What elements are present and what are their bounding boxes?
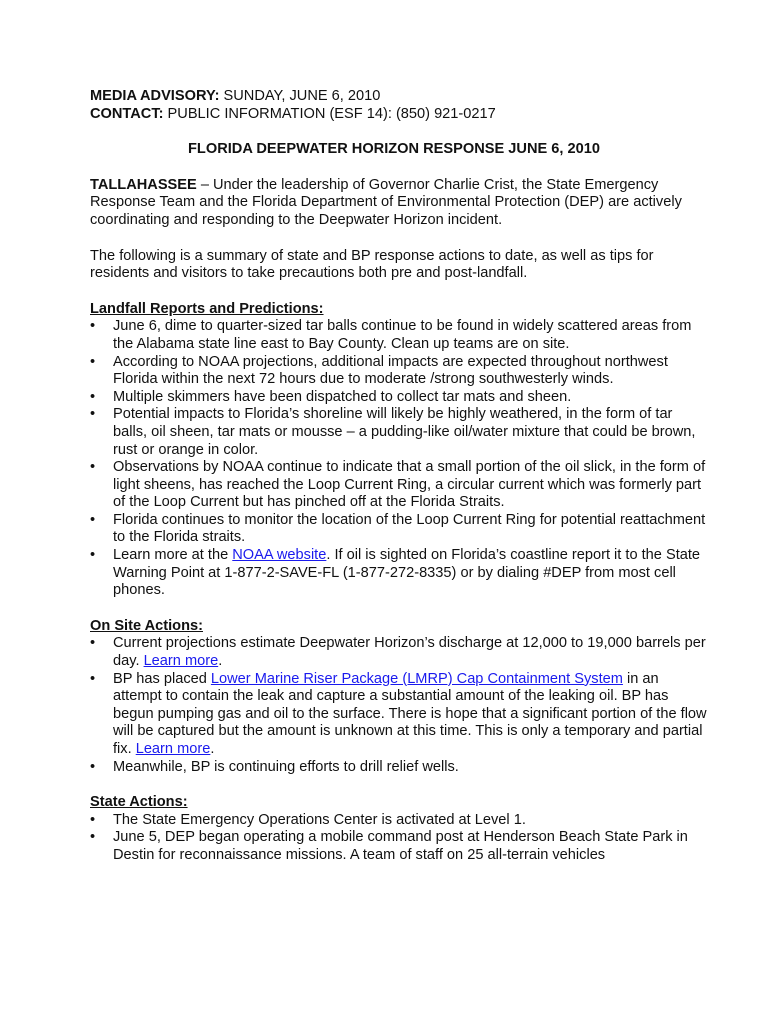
learn-more-link[interactable]: Learn more — [143, 653, 219, 670]
noaa-website-link[interactable]: NOAA website — [232, 547, 327, 564]
page-title-text: FLORIDA DEEPWATER HORIZON RESPONSE JUNE 6, 2010 — [188, 141, 600, 158]
list-item: • The State Emergency Operations Center is activated at Level 1. — [90, 812, 708, 830]
list-item: • Observations by NOAA continue to indicate that a small portion of the oil slick, in the form of light sheens, has reached the Loop Current Ring, a circular current which was formerly part of the Loop Current but has pinched off at the Florida Straits. — [90, 459, 708, 512]
list-item: • Potential impacts to Florida’s shoreline will likely be highly weathered, in the form of tar balls, oil sheen, tar mats or mousse – a pudding-like oil/water mixture that could be brown, rust or orange in color. — [90, 406, 708, 459]
list-item — [90, 671, 708, 759]
landfall-heading: Landfall Reports and Predictions: — [90, 300, 324, 317]
onsite-list — [90, 635, 708, 776]
contact-label: CONTACT: — [90, 105, 164, 122]
state-heading: State Actions: — [90, 794, 188, 811]
list-item: • June 5, DEP began operating a mobile command post at Henderson Beach State Park in Destin for reconnaissance missions. A team of staff on 25 all-terrain vehicles — [90, 829, 708, 864]
list-item: • According to NOAA projections, additional impacts are expected throughout northwest Florida within the next 72 hours due to moderate /strong southwesterly winds. — [90, 354, 708, 389]
list-item: • Multiple skimmers have been dispatched to collect tar mats and sheen. — [90, 389, 708, 407]
contact-line — [90, 106, 708, 124]
spacer — [90, 283, 708, 301]
list-item-text: Learn more at the — [113, 547, 233, 564]
list-item-text: . — [218, 653, 223, 670]
contact-info: PUBLIC INFORMATION (ESF 14): (850) 921-0217 — [163, 105, 496, 122]
dateline: TALLAHASSEE — [90, 176, 197, 193]
list-item-text: . — [210, 741, 215, 757]
state-list — [90, 812, 708, 865]
list-item-text: in an attempt to contain the leak and capture a substantial amount of the leaking oil. BP has begun pumping gas and oil to the surface. There is hope that a significant portion of the flow will be captured but the amount is unknown at this time. This is only a temporary and partial fix. — [113, 670, 707, 757]
list-item-text: Current projections estimate Deepwater Horizon’s discharge at 12,000 to 19,000 barrels per day. — [113, 635, 706, 670]
advisory-line — [90, 88, 708, 106]
onsite-heading: On Site Actions: — [90, 617, 203, 634]
page-title — [80, 141, 708, 159]
intro-paragraph — [90, 177, 708, 230]
list-item — [90, 635, 708, 670]
list-item: • Florida continues to monitor the location of the Loop Current Ring for potential reattachment to the Florida straits. — [90, 512, 708, 547]
summary-paragraph: The following is a summary of state and BP response actions to date, as well as tips for residents and visitors to take precautions both pre and post-landfall. — [90, 247, 654, 282]
landfall-list — [90, 318, 708, 600]
list-item-text: BP has placed — [113, 670, 211, 687]
intro-text: – Under the leadership of Governor Charlie Crist, the State Emergency Response Team and the Florida Department of Environmental Protection (DEP) are actively coordinating and responding to the Deepwater Horizon incident. — [90, 176, 682, 228]
spacer — [90, 123, 708, 141]
list-item: • Meanwhile, BP is continuing efforts to drill relief wells. — [90, 759, 708, 777]
list-item-text: . If oil is sighted on Florida’s coastline report it to the State Warning Point at 1-877-2-SAVE-FL (1-877-272-8335) or by dialing #DEP from most cell phones. — [113, 547, 701, 599]
spacer — [90, 159, 708, 177]
spacer — [90, 600, 708, 618]
list-item: • June 6, dime to quarter-sized tar balls continue to be found in widely scattered areas from the Alabama state line east to Bay County. Clean up teams are on site. — [90, 318, 708, 353]
advisory-label: MEDIA ADVISORY: — [90, 88, 220, 104]
learn-more-link[interactable]: Learn more — [135, 741, 211, 757]
advisory-date: SUNDAY, JUNE 6, 2010 — [219, 88, 381, 104]
lmrp-cap-link[interactable]: Lower Marine Riser Package (LMRP) Cap Containment System — [210, 670, 623, 687]
list-item — [90, 547, 708, 600]
spacer — [90, 230, 708, 248]
spacer — [90, 776, 708, 794]
